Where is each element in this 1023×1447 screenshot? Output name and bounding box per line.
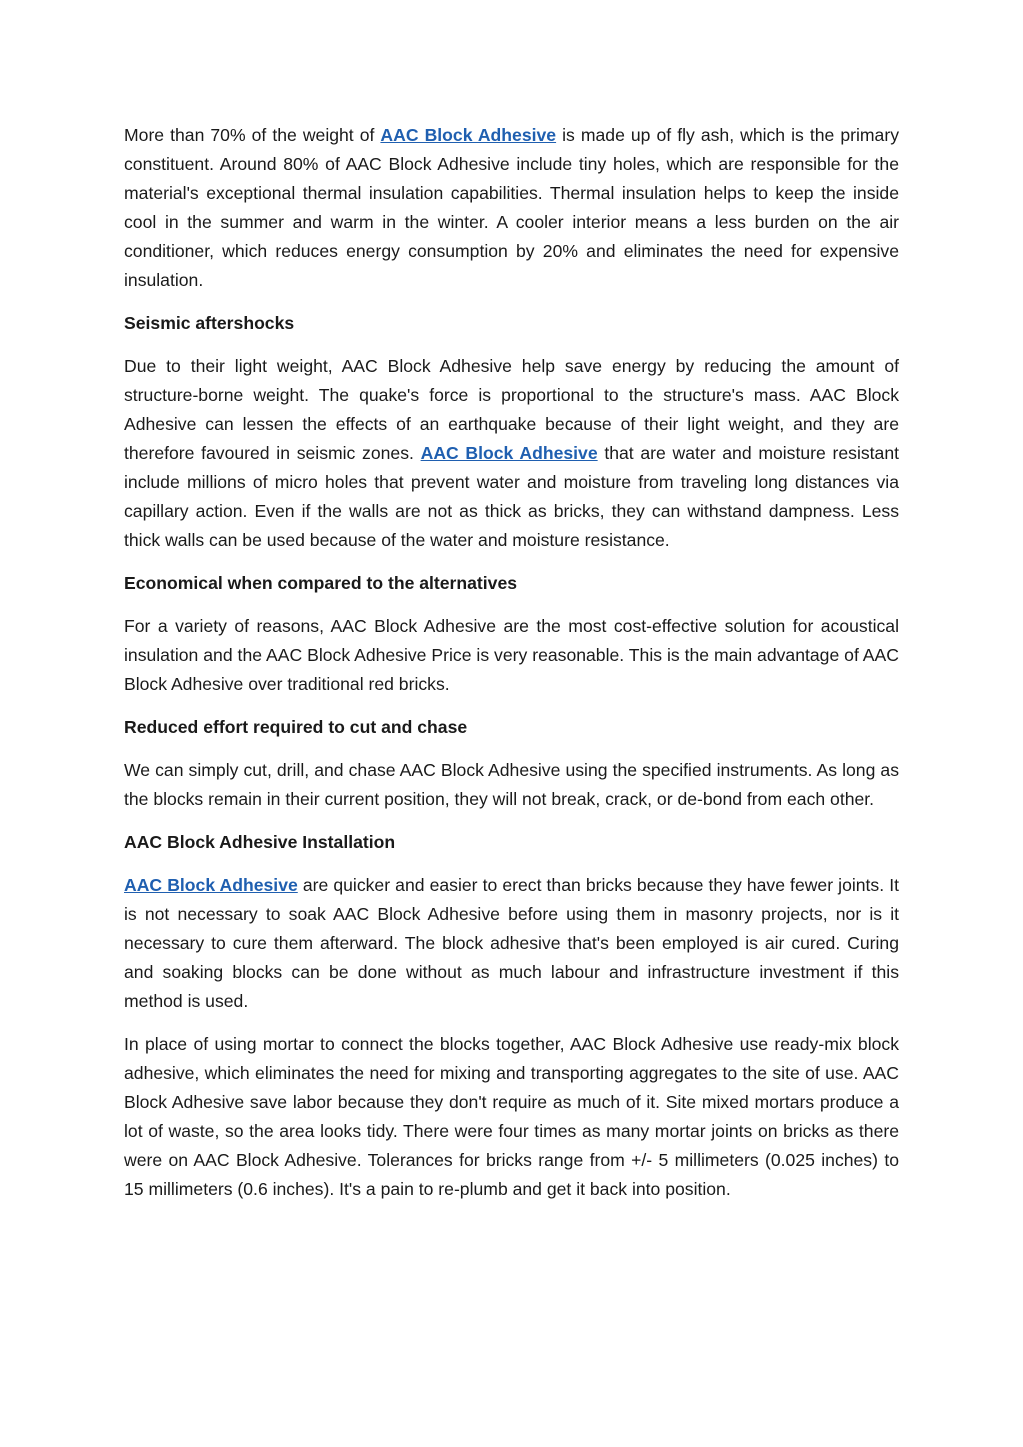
aac-block-adhesive-link[interactable]: AAC Block Adhesive: [124, 875, 298, 895]
heading-economical: Economical when compared to the alternatives: [124, 573, 518, 593]
paragraph-text: Due to their light weight, AAC Block Adhesive help save energy by reducing the amount of structure-borne weight. The quake's force is proportional to the structure's mass. AAC Block Adhesive can lessen the effects of an earthquake because of their light weight, and they are therefore favoured in seismic zones.: [124, 356, 899, 463]
paragraph-economical: For a variety of reasons, AAC Block Adhesive are the most cost-effective solution for acoustical insulation and the AAC Block Adhesive Price is very reasonable. This is the main advantage of AAC Block Adhesive over traditional red bricks.: [124, 616, 899, 694]
paragraph-text: that are water and moisture resistant include millions of micro holes that prevent water and moisture from traveling long distances via capillary action. Even if the walls are not as thick as bricks, they can withstand dampness. Less thick walls can be used because of the water and moisture resistance.: [124, 443, 899, 550]
heading-reduced-effort: Reduced effort required to cut and chase: [124, 717, 468, 737]
paragraph-text: are quicker and easier to erect than bricks because they have fewer joints. It is not necessary to soak AAC Block Adhesive before using them in masonry projects, nor is it necessary to cure them afterward. The block adhesive that's been employed is air cured. Curing and soaking blocks can be done without as much labour and infrastructure investment if this method is used.: [124, 875, 899, 1011]
paragraph-text: More than 70% of the weight of: [124, 125, 381, 145]
paragraph-text: is made up of fly ash, which is the primary constituent. Around 80% of AAC Block Adhesive include tiny holes, which are responsible for the material's exceptional thermal insulation capabilities. Thermal insulation helps to keep the inside cool in the summer and warm in the winter. A cooler interior means a less burden on the air conditioner, which reduces energy consumption by 20% and eliminates the need for expensive insulation.: [124, 125, 899, 290]
paragraph-cut-and-chase: We can simply cut, drill, and chase AAC Block Adhesive using the specified instruments. As long as the blocks remain in their current position, they will not break, crack, or de-bond from each other.: [124, 760, 899, 809]
document-page: [124, 121, 899, 1218]
heading-installation: AAC Block Adhesive Installation: [124, 832, 396, 852]
aac-block-adhesive-link[interactable]: AAC Block Adhesive: [380, 125, 557, 145]
heading-seismic-aftershocks: Seismic aftershocks: [124, 313, 295, 333]
paragraph-fly-ash: [124, 121, 899, 295]
paragraph-installation: [124, 871, 899, 1016]
paragraph-mortar: In place of using mortar to connect the blocks together, AAC Block Adhesive use ready-mix block adhesive, which eliminates the need for mixing and transporting aggregates to the site of use. AAC Block Adhesive save labor because they don't require as much of it. Site mixed mortars produce a lot of waste, so the area looks tidy. There were four times as many mortar joints on bricks as there were on AAC Block Adhesive. Tolerances for bricks range from +/- 5 millimeters (0.025 inches) to 15 millimeters (0.6 inches). It's a pain to re-plumb and get it back into position.: [124, 1034, 899, 1199]
paragraph-seismic: [124, 352, 899, 555]
aac-block-adhesive-link[interactable]: AAC Block Adhesive: [420, 443, 598, 463]
